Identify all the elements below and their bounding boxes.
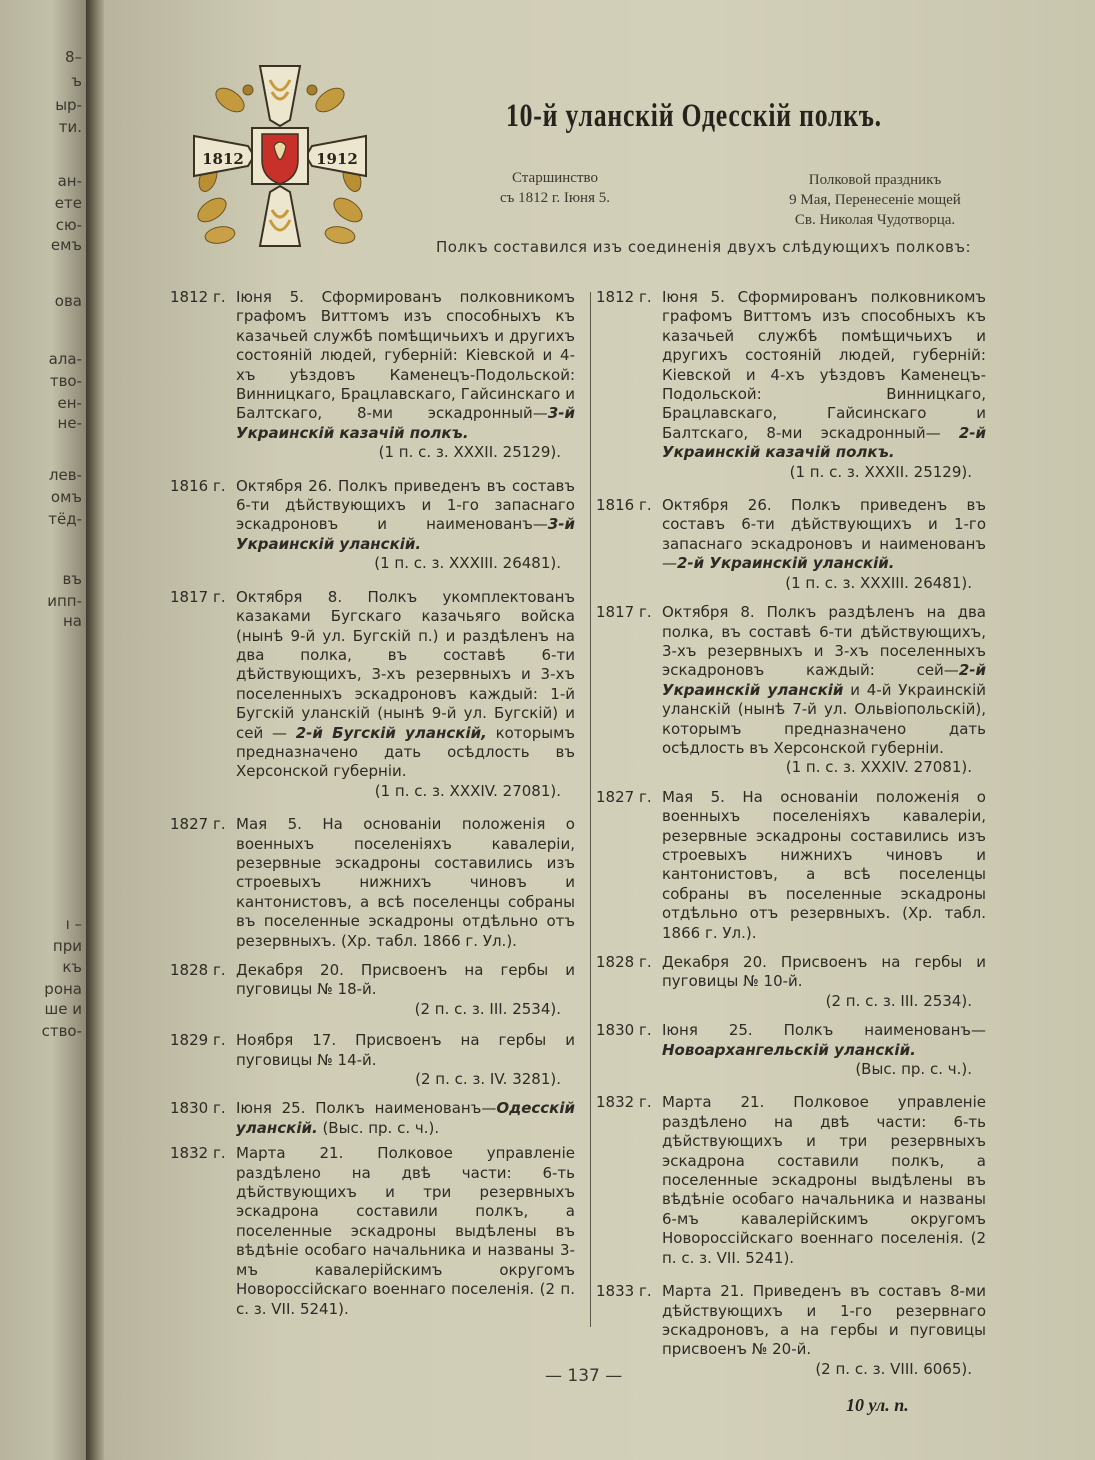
entry-year: 1832 г. — [596, 1093, 652, 1112]
holiday-line-2: Св. Николая Чудотворца. — [794, 212, 956, 228]
footer-mark: 10 ул. п. — [846, 1395, 909, 1415]
entry-text — [236, 815, 575, 951]
entry-year: 1828 г. — [596, 953, 652, 971]
entry-year: 1812 г. — [596, 288, 652, 306]
entry-text-part: Октября 8. Полкъ раздѣленъ на два полка, въ составѣ 6-ти дѣйствующихъ, 3-хъ резервныхъ и 3-хъ поселенныхъ эскадроновъ каждый: сей— — [662, 603, 986, 680]
entry-text-part: Іюня 25. Полкъ наименованъ— — [662, 1021, 986, 1040]
entry-citation: (1 п. с. з. XXXII. 25129). — [378, 443, 561, 462]
chronicle-entry — [596, 788, 986, 943]
unit-name: 3-й Украинскій казачій полкъ. — [236, 404, 575, 442]
facing-page-edge — [0, 0, 86, 1460]
entry-text-part: (Выс. пр. с. ч.). — [317, 1118, 440, 1137]
facing-page-fragment: на — [63, 612, 82, 630]
chronicle-entry — [170, 588, 575, 801]
entry-text-part: Марта 21. Полковое управленіе раздѣлено на двѣ части: 6-ть дѣйствующихъ и три резервныхъ эскадрона составили полкъ, а поселенные эскадроны выдѣлены въ вѣдѣніе особаго начальника и названы 3-мъ кавалерійскимъ округомъ Новороссійскаго военнаго поселенія. (2 п. с. з. VII. 5241). — [236, 1144, 575, 1318]
entry-text — [236, 1099, 575, 1138]
entry-text-part: Октября 26. Полкъ приведенъ въ составъ 6-ти дѣйствующихъ и 1-го запаснаго эскадроновъ и наименованъ— — [662, 496, 986, 573]
entry-text — [662, 288, 986, 482]
facing-page-fragment: тво- — [49, 372, 82, 390]
entry-year: 1812 г. — [170, 288, 226, 306]
entry-text — [662, 1282, 986, 1379]
entry-citation: (2 п. с. з. III. 2534). — [414, 999, 561, 1018]
unit-name: 2-й Украинскій казачій полкъ. — [662, 423, 986, 462]
entry-citation: (1 п. с. з. XXXII. 25129). — [789, 462, 972, 481]
facing-page-fragment: ı – — [65, 915, 82, 933]
facing-page-fragment: ова — [54, 292, 82, 310]
entry-text — [236, 1031, 575, 1089]
chronicle-entry — [170, 815, 575, 951]
unit-name: Одесскій уланскій. — [236, 1099, 575, 1137]
facing-page-fragment: къ — [62, 958, 82, 976]
entry-text-part: Іюня 25. Полкъ наименованъ— — [236, 1099, 497, 1118]
entry-text — [662, 953, 986, 1011]
facing-page-fragment: сю- — [55, 216, 82, 234]
entry-citation: (2 п. с. з. VIII. 6065). — [815, 1359, 972, 1378]
unit-name: 2-й Украинскій уланскій — [662, 661, 986, 699]
facing-page-fragment: тёд- — [48, 510, 82, 528]
chronicle-entry — [170, 1031, 575, 1089]
entry-text — [662, 788, 986, 943]
entry-text-part: Іюня 5. Сформированъ полковникомъ графомъ Виттомъ изъ способныхъ къ казачьей службѣ помѣщичьихъ и другихъ состояній людей, губерній: Кіевской и 4-хъ уѣздовъ Каменецъ-Подольской: Винницкаго, Брацлавскаго, Гайсинскаго и Балтскаго, 8-ми эскадронный— — [662, 288, 986, 442]
entry-citation: (2 п. с. з. III. 2534). — [825, 991, 972, 1010]
facing-page-fragment: рона — [44, 980, 82, 998]
entry-text — [236, 1144, 575, 1319]
holiday-line-1: 9 Мая, Перенесеніе мощей — [789, 192, 961, 208]
seniority-label: Старшинство — [511, 170, 598, 186]
entry-year: 1830 г. — [596, 1021, 652, 1040]
entry-text-part: и 4-й Украинскій уланскій (нынѣ 7-й ул. Ольвіопольскій), которымъ предназначено дать осѣдлость въ Херсонской губерніи. — [662, 680, 986, 757]
regimental-holiday-block — [760, 170, 990, 230]
facing-page-fragment: лев- — [48, 466, 82, 484]
facing-page-fragment: не- — [57, 414, 82, 432]
facing-page-fragment: емъ — [50, 236, 82, 254]
unit-name: Новоархангельскій уланскій. — [662, 1040, 916, 1059]
unit-name: 2-й Бугскій уланскій, — [295, 723, 487, 742]
facing-page-fragment: ипп- — [47, 592, 82, 610]
right-column — [596, 288, 986, 1379]
seniority-date: съ 1812 г. Іюня 5. — [499, 190, 610, 206]
chronicle-entry — [596, 496, 986, 593]
left-column — [170, 288, 575, 1319]
entry-text-part: Ноября 17. Присвоенъ на гербы и пуговицы № 14-й. — [236, 1031, 575, 1069]
entry-text-part: Декабря 20. Присвоенъ на гербы и пуговицы № 10-й. — [662, 953, 986, 991]
chronicle-entry — [170, 961, 575, 1019]
chronicle-entry — [170, 1099, 575, 1138]
chronicle-entry — [596, 1093, 986, 1268]
entry-text — [236, 477, 575, 574]
entry-text-part: Декабря 20. Присвоенъ на гербы и пуговицы № 18-й. — [236, 961, 575, 999]
entry-text-part: Марта 21. Приведенъ въ составъ 8-ми дѣйствующихъ и 1-го резервнаго эскадроновъ, а на гербы и пуговицы присвоенъ № 20-й. — [662, 1282, 986, 1359]
entry-text — [662, 603, 986, 778]
unit-name: 2-й Украинскій уланскій. — [677, 554, 895, 573]
entry-citation: (1 п. с. з. XXXIV. 27081). — [374, 781, 561, 800]
facing-page-fragment: ство- — [41, 1022, 82, 1040]
entry-citation: (1 п. с. з. XXXIII. 26481). — [785, 573, 972, 592]
column-divider — [590, 292, 591, 1327]
facing-page-fragment: ете — [54, 194, 82, 212]
chronicle-entry — [596, 1282, 986, 1379]
entry-citation: (Выс. пр. с. ч.). — [855, 1060, 972, 1079]
chronicle-entry — [596, 603, 986, 778]
facing-page-fragment: ти. — [58, 118, 82, 136]
entry-text — [236, 288, 575, 463]
regimental-badge-icon — [190, 60, 370, 252]
entry-year: 1830 г. — [170, 1099, 226, 1118]
facing-page-fragment: 8– — [64, 48, 82, 66]
entry-year: 1817 г. — [596, 603, 652, 622]
entry-year: 1827 г. — [596, 787, 652, 806]
composition-heading: Полкъ составился изъ соединенія двухъ слѣдующихъ полковъ: — [436, 238, 971, 256]
chronicle-entry — [170, 1144, 575, 1319]
chronicle-entry — [596, 1021, 986, 1079]
facing-page-fragment: при — [52, 937, 82, 955]
facing-page-fragment: ан- — [57, 172, 82, 190]
entry-year: 1832 г. — [170, 1144, 226, 1163]
unit-name: 3-й Украинскій уланскій. — [236, 515, 575, 553]
chronicle-entry — [170, 477, 575, 574]
entry-text — [236, 588, 575, 801]
chronicle-entry — [596, 288, 986, 482]
facing-page-fragment: ен- — [57, 394, 82, 412]
entry-text-part: Мая 5. На основаніи положенія о военныхъ поселеніяхъ кавалеріи, резервные эскадроны составились изъ строевыхъ нижнихъ чиновъ и кантонистовъ, а всѣ поселенцы собраны въ поселенные эскадроны отдѣльно отъ резервныхъ. (Хр. табл. 1866 г. Ул.). — [662, 787, 986, 942]
entry-year: 1817 г. — [170, 587, 226, 606]
entry-year: 1829 г. — [170, 1031, 226, 1050]
entry-text-part: которымъ предназначено дать осѣдлость въ Херсонской губерніи. — [236, 723, 576, 781]
facing-page-fragment: ъ — [71, 72, 82, 90]
facing-page-fragment: ыр- — [55, 96, 82, 114]
page-number: — 137 — — [545, 1366, 623, 1386]
entry-year: 1827 г. — [170, 815, 226, 834]
entry-text-part: Октября 26. Полкъ приведенъ въ составъ 6-ти дѣйствующихъ и 1-го запаснаго эскадроновъ и наименованъ— — [236, 476, 575, 534]
book-gutter — [86, 0, 106, 1460]
entry-citation: (1 п. с. з. XXXIV. 27081). — [785, 758, 972, 777]
entry-text-part: Октября 8. Полкъ укомплектованъ казаками Бугскаго казачьяго войска (нынѣ 9-й ул. Бугскій п.) и раздѣленъ на два полка, въ составѣ 6-ти дѣйствующихъ, 3-хъ резервныхъ и 3-хъ поселенныхъ эскадроновъ каждый: 1-й Бугскій уланскій (нынѣ 9-й ул. Бугскій) и сей — — [236, 587, 575, 742]
holiday-label: Полковой праздникъ — [808, 172, 942, 188]
facing-page-fragment: ше и — [44, 1000, 82, 1018]
badge-year-left: 1812 — [202, 150, 244, 168]
seniority-block — [455, 168, 655, 208]
page-title: 10-й уланскій Одесскій полкъ. — [506, 98, 882, 134]
entry-citation: (1 п. с. з. XXXIII. 26481). — [374, 554, 561, 573]
entry-year: 1833 г. — [596, 1282, 652, 1301]
entry-text-part: Мая 5. На основаніи положенія о военныхъ поселеніяхъ кавалеріи, резервные эскадроны составились изъ строевыхъ нижнихъ чиновъ и кантонистовъ, а всѣ поселенцы собраны въ поселенные эскадроны отдѣльно отъ резервныхъ. (Хр. табл. 1866 г. Ул.). — [236, 815, 575, 950]
facing-page-fragment: въ — [62, 570, 82, 588]
entry-text-part: Марта 21. Полковое управленіе раздѣлено на двѣ части: 6-ть дѣйствующихъ и три резервныхъ эскадрона составили полкъ, а поселенные эскадроны выдѣлены въ вѣдѣніе особаго начальника и названы 6-мъ кавалерійскимъ округомъ Новороссійскаго военнаго поселенія. (2 п. с. з. VII. 5241). — [662, 1093, 986, 1267]
entry-text — [662, 496, 986, 593]
entry-text-part: Іюня 5. Сформированъ полковникомъ графомъ Виттомъ изъ способныхъ къ казачьей службѣ помѣщичьихъ и другихъ состояній людей, губерній: Кіевской и 4-хъ уѣздовъ Каменецъ-Подольской: Винницкаго, Брацлавскаго, Гайсинскаго и Балтскаго, 8-ми эскадронный— — [236, 288, 575, 423]
facing-page-fragment: ала- — [48, 350, 82, 368]
facing-page-fragment: омъ — [50, 488, 82, 506]
entry-citation: (2 п. с. з. IV. 3281). — [415, 1070, 561, 1089]
chronicle-entry — [170, 288, 575, 463]
entry-year: 1828 г. — [170, 961, 226, 979]
entry-text — [662, 1093, 986, 1268]
entry-year: 1816 г. — [170, 476, 226, 495]
badge-year-right: 1912 — [316, 150, 358, 168]
entry-text — [662, 1021, 986, 1079]
chronicle-entry — [596, 953, 986, 1011]
entry-year: 1816 г. — [596, 496, 652, 515]
entry-text — [236, 961, 575, 1019]
